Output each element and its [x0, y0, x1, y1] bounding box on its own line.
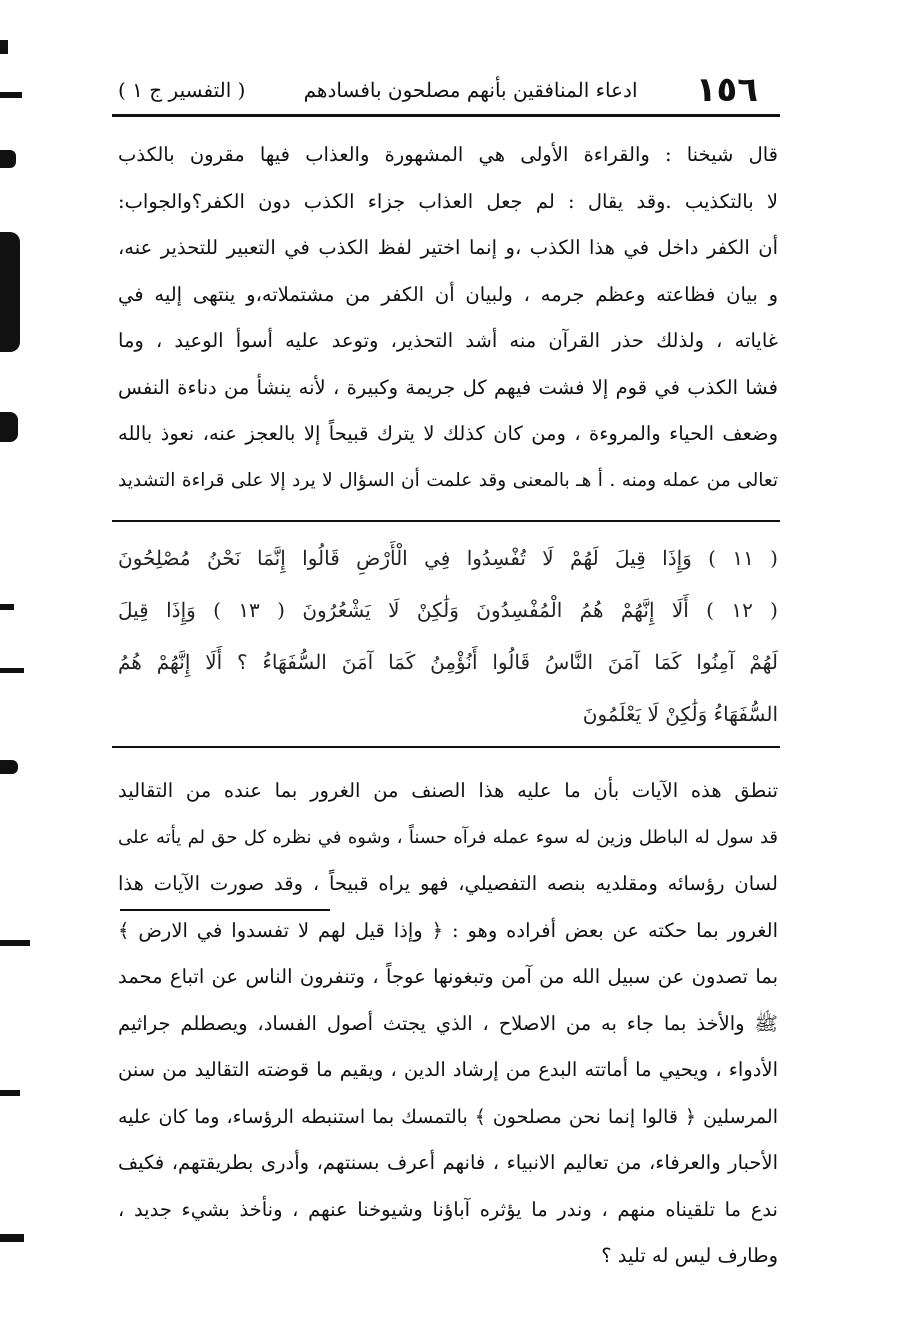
- commentary-paragraph-bottom: [118, 768, 778, 1280]
- verse-line: السُّفَهَاءُ وَلَٰكِنْ لَا يَعْلَمُونَ: [582, 702, 778, 726]
- text-line: تعالى من عمله ومنه . أ هـ بالمعنى وقد علمت أن السؤال لا يرد إلا على قراءة التشديد: [118, 469, 778, 491]
- page-number: ١٥٦: [695, 70, 758, 110]
- text-line: فشا الكذب في قوم إلا فشت فيهم كل جريمة وكبيرة ، لأنه ينشأ من دناءة النفس: [118, 375, 778, 399]
- text-line: وطارف ليس له تليد ؟: [601, 1244, 778, 1267]
- section-rule: [112, 746, 780, 748]
- text-line: و بيان فظاعته وعظم جرمه ، ولبيان أن الكفر من مشتملاته،و ينتهى إليه في: [118, 282, 778, 306]
- text-line: المرسلين ﴿ قالوا إنما نحن مصلحون ﴾ بالتمسك بما استنبطه الرؤساء، وما كان عليه: [118, 1105, 778, 1128]
- text-line: أن الكفر داخل في هذا الكذب ،و إنما اختير لفظ الكذب في التعبير للتحذير عنه،: [118, 236, 778, 259]
- margin-mark: [0, 604, 14, 610]
- text-line: بما تصدون عن سبيل الله من آمن وتبغونها عوجاً ، وتنفرون الناس عن اتباع محمد: [118, 965, 778, 988]
- commentary-paragraph-top: [118, 132, 778, 504]
- margin-mark: [0, 150, 16, 168]
- margin-mark: [0, 760, 18, 774]
- text-line: الأدواء ، ويحيي ما أماتته البدع من إرشاد الدين ، ويقيم ما قوضته التقاليد من سنن: [118, 1058, 778, 1081]
- running-title: ادعاء المنافقين بأنهم مصلحون بافسادهم: [303, 78, 638, 102]
- margin-mark: [0, 940, 30, 946]
- header-rule: [112, 114, 780, 117]
- margin-mark: [0, 232, 20, 352]
- margin-mark: [0, 92, 22, 98]
- margin-mark: [0, 412, 18, 442]
- margin-mark: [0, 1234, 24, 1242]
- verse-line: لَهُمْ آمِنُوا كَمَا آمَنَ النَّاسُ قَالُوا أَنُؤْمِنُ كَمَا آمَنَ السُّفَهَاءُ ؟ أَلَا إِنَّهُمْ هُمُ: [118, 650, 778, 674]
- section-rule: [112, 520, 780, 522]
- text-line: تنطق هذه الآيات بأن ما عليه هذا الصنف من الغرور بما عنده من التقاليد: [118, 779, 778, 802]
- text-line: الغرور بما حكته عن بعض أفراده وهو : ﴿ وإذا قيل لهم لا تفسدوا في الارض ﴾: [118, 918, 778, 942]
- book-reference: ( التفسير ج ١ ): [118, 78, 246, 102]
- text-line: لسان رؤسائه ومقلديه بنصه التفصيلي، فهو يراه قبيحاً ، وقد صورت الآيات هذا: [118, 872, 778, 895]
- page-header: [118, 70, 758, 110]
- margin-mark: [0, 668, 24, 673]
- text-line: وضعف الحياء والمروءة ، ومن كان كذلك لا يترك قبيحاً إلا بالعجز عنه، نعوذ بالله: [118, 422, 778, 445]
- text-line: غاياته ، ولذلك حذر القرآن منه أشد التحذير، وتوعد عليه أسوأ الوعيد ، وما: [118, 329, 778, 352]
- quran-verses: [118, 532, 778, 740]
- short-rule: [120, 909, 330, 911]
- binding-margin: [0, 0, 30, 1317]
- text-line: قال شيخنا : والقراءة الأولى هي المشهورة والعذاب فيها مقرون بالكذب: [118, 143, 778, 166]
- text-line: لا بالتكذيب .وقد يقال : لم جعل العذاب جزاء الكذب دون الكفر؟والجواب:: [118, 189, 778, 213]
- text-line: ﷺ والأخذ بما جاء به من الاصلاح ، الذي يجتث أصول الفساد، ويصطلم جراثيم: [118, 1011, 778, 1035]
- text-line: قد سول له الباطل وزين له سوء عمله فرآه حسناً ، وشوه في نظره كل حق لم يأته على: [118, 826, 778, 848]
- verse-line: ( ١٢ ) أَلَا إِنَّهُمْ هُمُ الْمُفْسِدُونَ وَلَٰكِنْ لَا يَشْعُرُونَ ( ١٣ ) وَإِذَا قِيلَ: [118, 598, 778, 622]
- margin-mark: [0, 40, 8, 54]
- text-line: الأحبار والعرفاء، من تعاليم الانبياء ، فانهم أعرف بسنتهم، وأدرى بطريقتهم، فكيف: [118, 1151, 778, 1174]
- text-line: ندع ما تلقيناه منهم ، وندر ما يؤثره آباؤنا وشيوخنا عنهم ، ونأخذ بشيء جديد ،: [118, 1197, 778, 1221]
- margin-mark: [0, 1090, 20, 1096]
- verse-line: ( ١١ ) وَإِذَا قِيلَ لَهُمْ لَا تُفْسِدُوا فِي الْأَرْضِ قَالُوا إِنَّمَا نَحْنُ مُصْلِحُونَ: [118, 546, 778, 570]
